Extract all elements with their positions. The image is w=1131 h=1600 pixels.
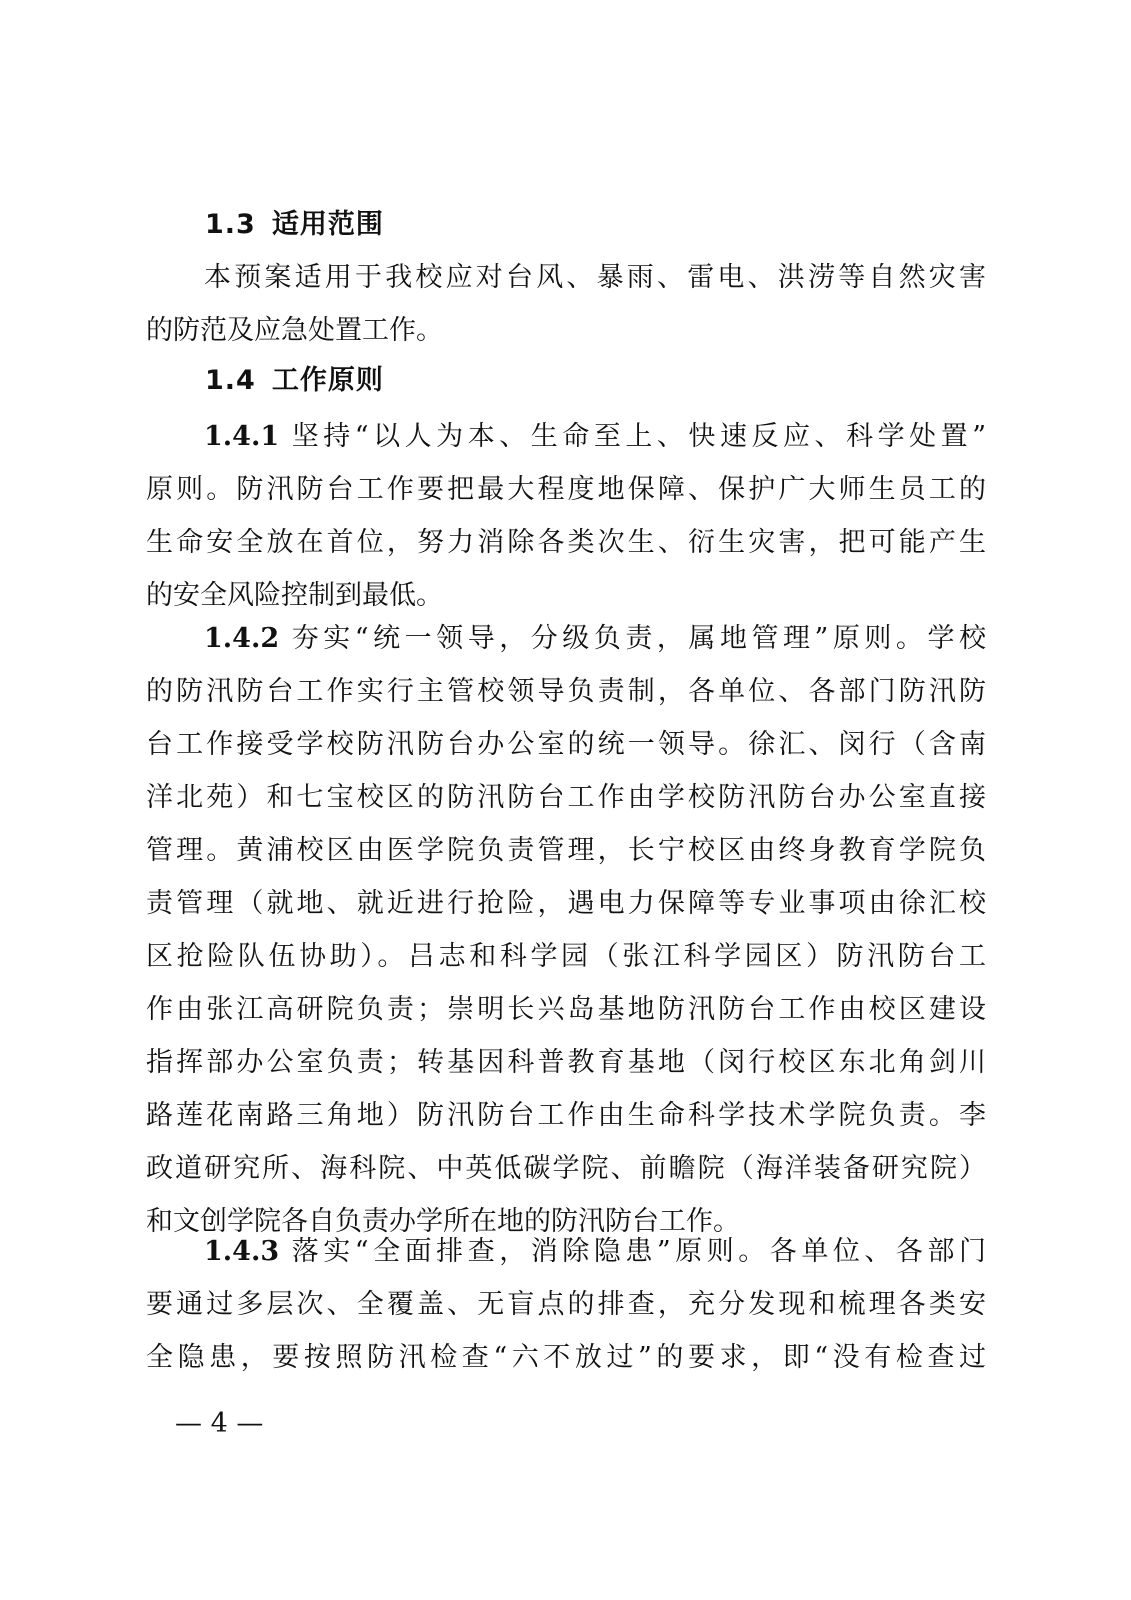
paragraph-line: 洋北苑）和七宝校区的防汛防台工作由学校防汛防台办公室直接: [146, 782, 986, 813]
paragraph-line: 区抢险队伍协助）。吕志和科学园（张江科学园区）防汛防台工: [146, 941, 986, 972]
paragraph-scope: [146, 251, 986, 357]
section-number: 1.3: [205, 209, 256, 240]
section-number: 1.4: [205, 365, 256, 396]
paragraph-line-text: 坚持“以人为本、生命至上、快速反应、科学处置”: [287, 421, 986, 452]
paragraph-line: 要通过多层次、全覆盖、无盲点的排查，充分发现和梳理各类安: [146, 1289, 986, 1320]
section-title: 工作原则: [271, 365, 384, 396]
paragraph-line: 生命安全放在首位，努力消除各类次生、衍生灾害，把可能产生: [146, 527, 986, 558]
paragraph-1-4-2: [146, 612, 986, 1248]
paragraph-line: 路莲花南路三角地）防汛防台工作由生命科学技术学院负责。李: [146, 1100, 986, 1131]
section-heading-1-3: [205, 207, 384, 243]
paragraph-line: 责管理（就地、就近进行抢险，遇电力保障等专业事项由徐汇校: [146, 888, 986, 919]
paragraph-line: 指挥部办公室负责；转基因科普教育基地（闵行校区东北角剑川: [146, 1047, 986, 1078]
clause-number: 1.4.2: [204, 623, 280, 654]
paragraph-line: [146, 1225, 986, 1278]
clause-number: 1.4.3: [204, 1236, 280, 1267]
paragraph-line: [146, 612, 986, 665]
paragraph-1-4-3: [146, 1225, 986, 1384]
clause-number: 1.4.1: [204, 421, 280, 452]
paragraph-1-4-1: [146, 410, 986, 622]
paragraph-line: 原则。防汛防台工作要把最大程度地保障、保护广大师生员工的: [146, 474, 986, 505]
paragraph-line: 全隐患，要按照防汛检查“六不放过”的要求，即“没有检查过: [146, 1342, 986, 1373]
paragraph-line: [146, 410, 986, 463]
paragraph-line: 台工作接受学校防汛防台办公室的统一领导。徐汇、闵行（含南: [146, 729, 986, 760]
paragraph-line-text: 夯实“统一领导，分级负责，属地管理”原则。学校: [287, 623, 986, 654]
paragraph-line: 的防范及应急处置工作。: [146, 315, 443, 346]
paragraph-line: 的安全风险控制到最低。: [146, 580, 443, 611]
section-title: 适用范围: [271, 209, 384, 240]
paragraph-line: 的防汛防台工作实行主管校领导负责制，各单位、各部门防汛防: [146, 676, 986, 707]
paragraph-line: 和文创学院各自负责办学所在地的防汛防台工作。: [146, 1206, 740, 1237]
paragraph-line: 作由张江高研院负责；崇明长兴岛基地防汛防台工作由校区建设: [146, 994, 986, 1025]
section-heading-1-4: [205, 363, 384, 399]
paragraph-line-text: 落实“全面排查，消除隐患”原则。各单位、各部门: [287, 1236, 986, 1267]
paragraph-line: 政道研究所、海科院、中英低碳学院、前瞻院（海洋装备研究院）: [146, 1153, 986, 1184]
paragraph-line: 管理。黄浦校区由医学院负责管理，长宁校区由终身教育学院负: [146, 835, 986, 866]
page-number: — 4 —: [175, 1408, 264, 1439]
paragraph-line: 本预案适用于我校应对台风、暴雨、雷电、洪涝等自然灾害: [204, 262, 986, 293]
